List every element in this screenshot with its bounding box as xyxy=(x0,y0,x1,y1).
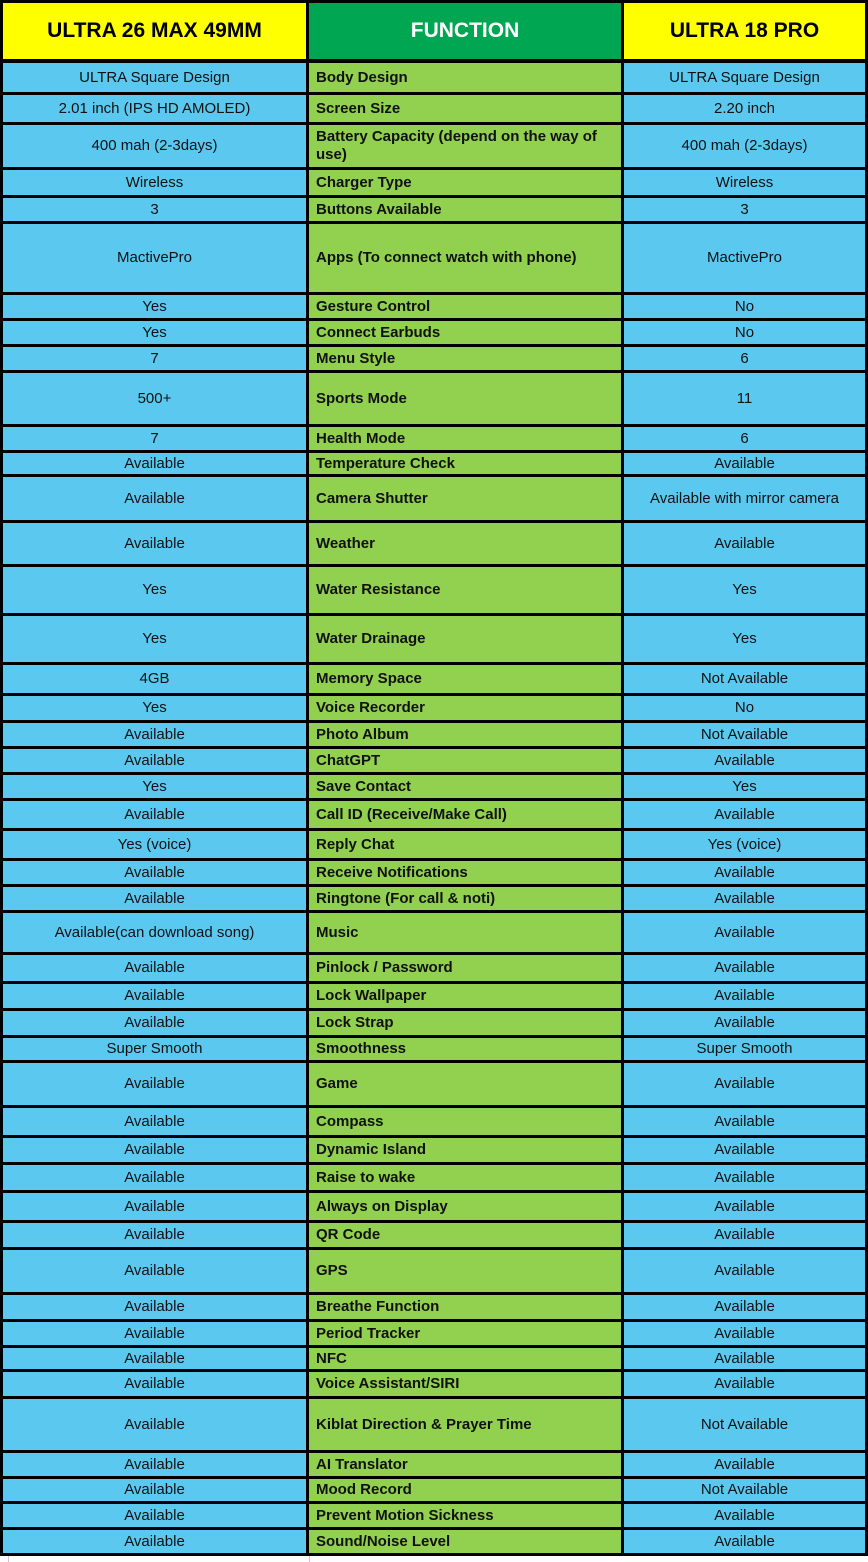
ultra-18-value-cell: Available xyxy=(624,1138,865,1162)
ultra-18-value-cell: Available xyxy=(624,1453,865,1476)
function-cell: Sports Mode xyxy=(309,373,624,424)
function-cell: Temperature Check xyxy=(309,453,624,474)
function-cell: Dynamic Island xyxy=(309,1138,624,1162)
ultra-18-value-cell: 6 xyxy=(624,427,865,450)
ultra-18-value-cell: Available xyxy=(624,887,865,910)
gridline xyxy=(309,1556,310,1562)
table-row xyxy=(3,723,865,749)
table-row xyxy=(3,749,865,775)
ultra-18-value-cell: MactivePro xyxy=(624,224,865,292)
function-cell: QR Code xyxy=(309,1223,624,1247)
function-cell: Mood Record xyxy=(309,1479,624,1501)
ultra-18-value-cell: Available xyxy=(624,1322,865,1345)
function-cell: GPS xyxy=(309,1250,624,1292)
table-row xyxy=(3,347,865,373)
table-row xyxy=(3,801,865,831)
table-row xyxy=(3,1453,865,1479)
function-cell: Connect Earbuds xyxy=(309,321,624,344)
ultra-18-value-cell: Yes xyxy=(624,616,865,662)
function-cell: Compass xyxy=(309,1108,624,1135)
ultra-26-value-cell: Available xyxy=(3,984,309,1008)
table-body xyxy=(3,63,865,1553)
table-row xyxy=(3,125,865,170)
ultra-26-value-cell: Available xyxy=(3,1504,309,1527)
table-row xyxy=(3,1348,865,1372)
ultra-18-value-cell: Available xyxy=(624,1011,865,1035)
ultra-18-value-cell: No xyxy=(624,696,865,720)
table-row xyxy=(3,373,865,427)
ultra-18-value-cell: Available xyxy=(624,1372,865,1396)
function-cell: Sound/Noise Level xyxy=(309,1530,624,1553)
table-row xyxy=(3,831,865,861)
function-cell: Battery Capacity (depend on the way of use) xyxy=(309,125,624,167)
ultra-18-value-cell: 2.20 inch xyxy=(624,95,865,122)
ultra-18-value-cell: Available xyxy=(624,1223,865,1247)
ultra-26-value-cell: Available xyxy=(3,1479,309,1501)
ultra-26-value-cell: Available xyxy=(3,955,309,981)
function-cell: Save Contact xyxy=(309,775,624,798)
ultra-26-value-cell: Yes xyxy=(3,616,309,662)
ultra-26-value-cell: Available xyxy=(3,1295,309,1319)
table-row xyxy=(3,616,865,665)
ultra-18-value-cell: Not Available xyxy=(624,1399,865,1450)
function-cell: AI Translator xyxy=(309,1453,624,1476)
function-cell: Water Resistance xyxy=(309,567,624,613)
function-cell: Always on Display xyxy=(309,1193,624,1220)
ultra-26-value-cell: 500+ xyxy=(3,373,309,424)
table-row xyxy=(3,1223,865,1250)
table-row xyxy=(3,1138,865,1165)
gridline xyxy=(8,1556,9,1562)
ultra-18-value-cell: 400 mah (2-3days) xyxy=(624,125,865,167)
table-row xyxy=(3,887,865,913)
ultra-26-value-cell: Yes (voice) xyxy=(3,831,309,858)
ultra-18-value-cell: No xyxy=(624,321,865,344)
ultra-26-value-cell: Yes xyxy=(3,696,309,720)
ultra-26-value-cell: Available xyxy=(3,1193,309,1220)
ultra-18-value-cell: Available xyxy=(624,749,865,772)
ultra-26-value-cell: Available xyxy=(3,1138,309,1162)
function-cell: Water Drainage xyxy=(309,616,624,662)
table-row xyxy=(3,1011,865,1038)
function-cell: Health Mode xyxy=(309,427,624,450)
ultra-18-value-cell: Not Available xyxy=(624,665,865,693)
table-row xyxy=(3,1322,865,1348)
ultra-26-value-cell: 7 xyxy=(3,427,309,450)
function-cell: Breathe Function xyxy=(309,1295,624,1319)
table-row xyxy=(3,1250,865,1295)
ultra-26-value-cell: Available xyxy=(3,523,309,564)
ultra-26-value-cell: 400 mah (2-3days) xyxy=(3,125,309,167)
function-cell: Charger Type xyxy=(309,170,624,195)
ultra-26-value-cell: Available xyxy=(3,1453,309,1476)
ultra-18-value-cell: Available xyxy=(624,1348,865,1369)
table-row xyxy=(3,224,865,295)
ultra-26-value-cell: ULTRA Square Design xyxy=(3,63,309,92)
ultra-26-value-cell: Available xyxy=(3,801,309,828)
ultra-18-value-cell: 11 xyxy=(624,373,865,424)
function-cell: Camera Shutter xyxy=(309,477,624,520)
table-row xyxy=(3,1504,865,1530)
function-cell: Lock Strap xyxy=(309,1011,624,1035)
function-cell: Reply Chat xyxy=(309,831,624,858)
function-cell: Ringtone (For call & noti) xyxy=(309,887,624,910)
header-ultra-18-pro: ULTRA 18 PRO xyxy=(624,3,865,59)
ultra-26-value-cell: Available xyxy=(3,1250,309,1292)
function-cell: ChatGPT xyxy=(309,749,624,772)
function-cell: Prevent Motion Sickness xyxy=(309,1504,624,1527)
ultra-18-value-cell: Yes xyxy=(624,775,865,798)
function-cell: Gesture Control xyxy=(309,295,624,318)
table-row xyxy=(3,295,865,321)
ultra-26-value-cell: Available xyxy=(3,477,309,520)
ultra-26-value-cell: 4GB xyxy=(3,665,309,693)
function-cell: Music xyxy=(309,913,624,952)
ultra-26-value-cell: Available xyxy=(3,723,309,746)
table-row xyxy=(3,170,865,198)
ultra-26-value-cell: Available(can download song) xyxy=(3,913,309,952)
ultra-18-value-cell: Available xyxy=(624,1193,865,1220)
function-cell: Kiblat Direction & Prayer Time xyxy=(309,1399,624,1450)
ultra-18-value-cell: Not Available xyxy=(624,723,865,746)
function-cell: Game xyxy=(309,1063,624,1105)
table-row xyxy=(3,567,865,616)
ultra-26-value-cell: Available xyxy=(3,1063,309,1105)
ultra-26-value-cell: Available xyxy=(3,1399,309,1450)
table-row xyxy=(3,321,865,347)
function-cell: Call ID (Receive/Make Call) xyxy=(309,801,624,828)
function-cell: Raise to wake xyxy=(309,1165,624,1190)
ultra-26-value-cell: Yes xyxy=(3,567,309,613)
function-cell: Smoothness xyxy=(309,1038,624,1060)
function-cell: Menu Style xyxy=(309,347,624,370)
table-header-row xyxy=(3,3,865,63)
table-row xyxy=(3,453,865,477)
table-row xyxy=(3,913,865,955)
table-row xyxy=(3,198,865,224)
ultra-18-value-cell: Super Smooth xyxy=(624,1038,865,1060)
table-row xyxy=(3,1193,865,1223)
function-cell: Apps (To connect watch with phone) xyxy=(309,224,624,292)
ultra-18-value-cell: Available xyxy=(624,1530,865,1553)
table-row xyxy=(3,665,865,696)
table-row xyxy=(3,1399,865,1453)
table-row xyxy=(3,1295,865,1322)
header-function: FUNCTION xyxy=(309,3,624,59)
ultra-26-value-cell: Available xyxy=(3,1372,309,1396)
table-row xyxy=(3,1165,865,1193)
ultra-18-value-cell: Available xyxy=(624,1504,865,1527)
ultra-18-value-cell: Yes xyxy=(624,567,865,613)
ultra-18-value-cell: Yes (voice) xyxy=(624,831,865,858)
table-row xyxy=(3,984,865,1011)
ultra-26-value-cell: 2.01 inch (IPS HD AMOLED) xyxy=(3,95,309,122)
ultra-18-value-cell: Available xyxy=(624,913,865,952)
ultra-26-value-cell: Available xyxy=(3,1530,309,1553)
table-row xyxy=(3,1372,865,1399)
table-row xyxy=(3,523,865,567)
function-cell: Buttons Available xyxy=(309,198,624,221)
ultra-18-value-cell: 6 xyxy=(624,347,865,370)
ultra-26-value-cell: Available xyxy=(3,861,309,884)
ultra-26-value-cell: Available xyxy=(3,1011,309,1035)
ultra-18-value-cell: Available xyxy=(624,1295,865,1319)
table-row xyxy=(3,861,865,887)
function-cell: Screen Size xyxy=(309,95,624,122)
ultra-18-value-cell: Available xyxy=(624,1063,865,1105)
function-cell: Body Design xyxy=(309,63,624,92)
function-cell: Voice Recorder xyxy=(309,696,624,720)
ultra-18-value-cell: Available xyxy=(624,955,865,981)
ultra-18-value-cell: Available xyxy=(624,984,865,1008)
ultra-18-value-cell: Wireless xyxy=(624,170,865,195)
ultra-26-value-cell: Wireless xyxy=(3,170,309,195)
ultra-18-value-cell: Available xyxy=(624,801,865,828)
ultra-26-value-cell: 7 xyxy=(3,347,309,370)
ultra-26-value-cell: Available xyxy=(3,1165,309,1190)
ultra-26-value-cell: Available xyxy=(3,1322,309,1345)
header-ultra-26-max-49mm: ULTRA 26 MAX 49MM xyxy=(3,3,309,59)
ultra-26-value-cell: Super Smooth xyxy=(3,1038,309,1060)
function-cell: Weather xyxy=(309,523,624,564)
function-cell: Receive Notifications xyxy=(309,861,624,884)
table-row xyxy=(3,63,865,95)
ultra-18-value-cell: Not Available xyxy=(624,1479,865,1501)
ultra-26-value-cell: Available xyxy=(3,1108,309,1135)
ultra-26-value-cell: Yes xyxy=(3,321,309,344)
function-cell: Memory Space xyxy=(309,665,624,693)
ultra-18-value-cell: Available xyxy=(624,861,865,884)
ultra-26-value-cell: Available xyxy=(3,1223,309,1247)
ultra-26-value-cell: Available xyxy=(3,453,309,474)
ultra-18-value-cell: ULTRA Square Design xyxy=(624,63,865,92)
ultra-26-value-cell: Available xyxy=(3,749,309,772)
ultra-26-value-cell: Yes xyxy=(3,295,309,318)
canvas-below-table xyxy=(0,1556,868,1562)
ultra-18-value-cell: Available with mirror camera xyxy=(624,477,865,520)
ultra-26-value-cell: 3 xyxy=(3,198,309,221)
table-row xyxy=(3,1479,865,1504)
table-row xyxy=(3,1530,865,1553)
function-cell: Lock Wallpaper xyxy=(309,984,624,1008)
table-row xyxy=(3,427,865,453)
function-cell: Pinlock / Password xyxy=(309,955,624,981)
table-row xyxy=(3,1108,865,1138)
ultra-26-value-cell: Available xyxy=(3,1348,309,1369)
function-cell: Period Tracker xyxy=(309,1322,624,1345)
ultra-18-value-cell: Available xyxy=(624,1250,865,1292)
table-row xyxy=(3,477,865,523)
table-row xyxy=(3,1063,865,1108)
table-row xyxy=(3,955,865,984)
ultra-18-value-cell: Available xyxy=(624,1108,865,1135)
table-row xyxy=(3,775,865,801)
function-cell: Photo Album xyxy=(309,723,624,746)
ultra-26-value-cell: MactivePro xyxy=(3,224,309,292)
table-row xyxy=(3,696,865,723)
ultra-18-value-cell: Available xyxy=(624,523,865,564)
ultra-26-value-cell: Yes xyxy=(3,775,309,798)
ultra-18-value-cell: Available xyxy=(624,453,865,474)
function-cell: NFC xyxy=(309,1348,624,1369)
ultra-18-value-cell: Available xyxy=(624,1165,865,1190)
table-row xyxy=(3,1038,865,1063)
ultra-18-value-cell: No xyxy=(624,295,865,318)
table-row xyxy=(3,95,865,125)
function-cell: Voice Assistant/SIRI xyxy=(309,1372,624,1396)
ultra-26-value-cell: Available xyxy=(3,887,309,910)
ultra-18-value-cell: 3 xyxy=(624,198,865,221)
